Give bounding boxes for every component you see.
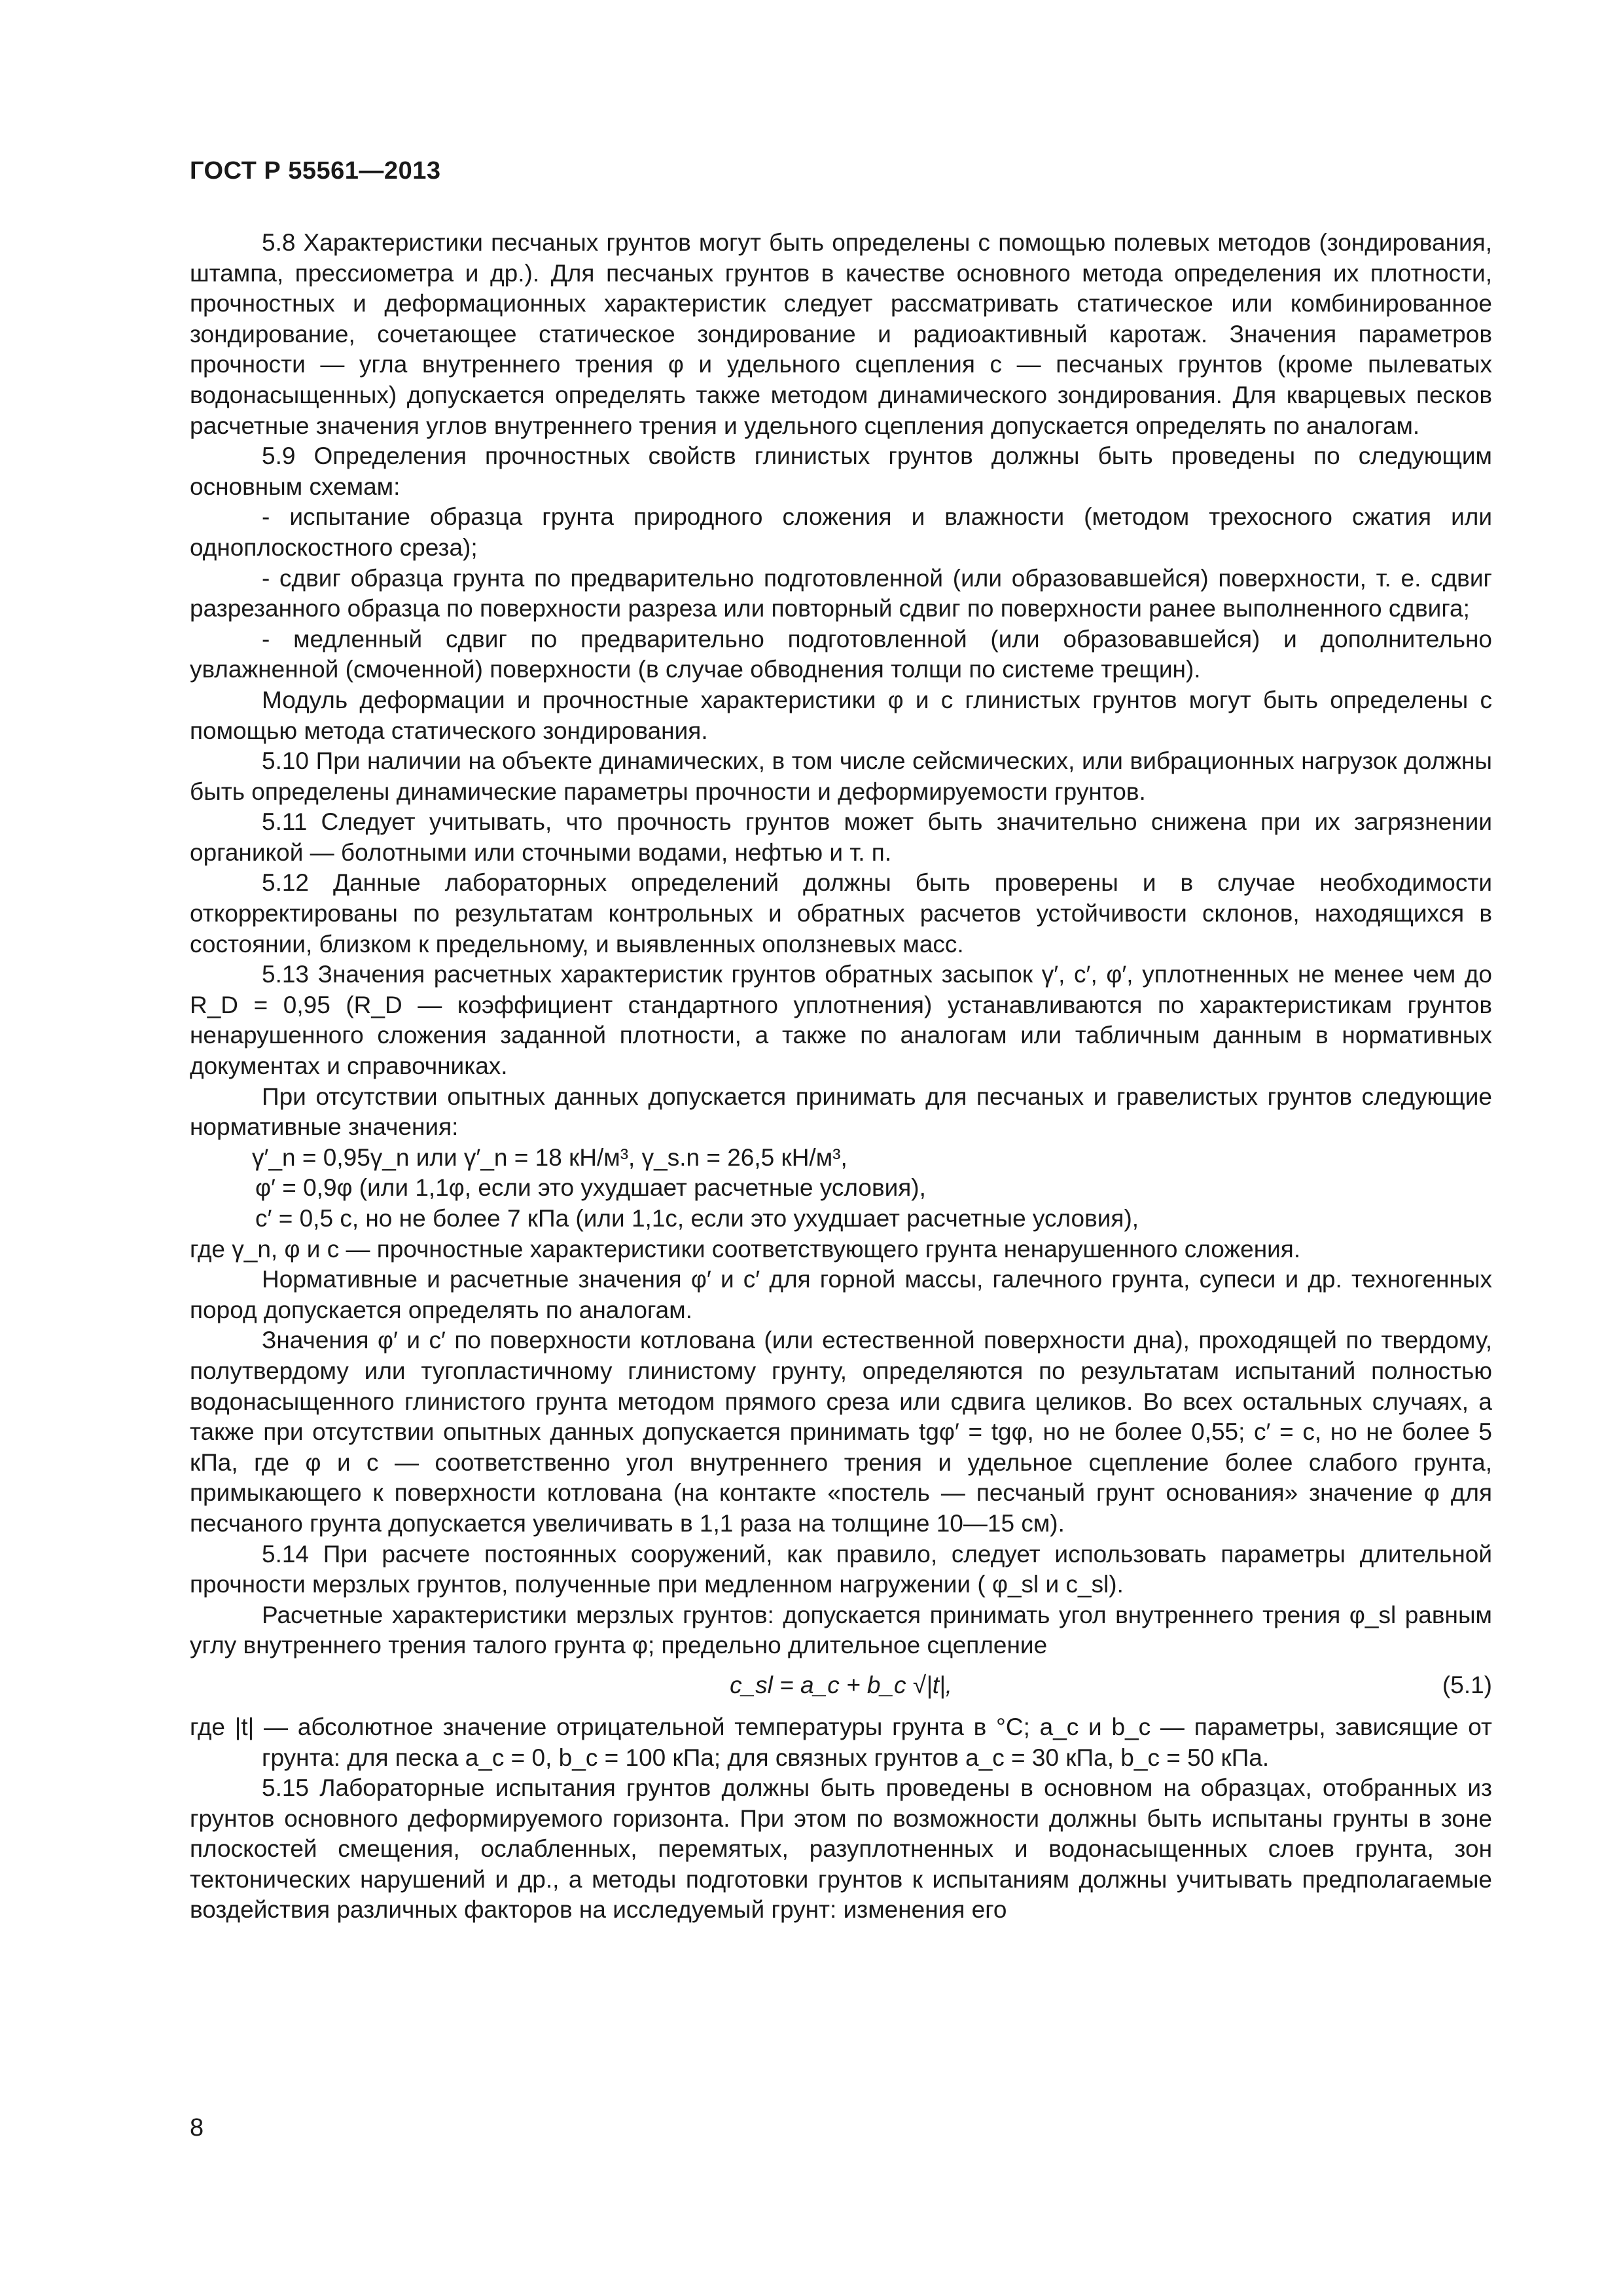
paragraph-5-14: 5.14 При расчете постоянных сооружений, как правило, следует использовать параметры длительной прочности мерзлых грунтов, полученные при медленном нагружении ( φ_sl и c_sl). [190,1540,1492,1598]
paragraph-no-test-data: При отсутствии опытных данных допускается принимать для песчаных и гравелистых грунтов следующие нормативные значения: [190,1083,1492,1141]
formula-line-c: c′ = 0,5 c, но не более 7 кПа (или 1,1c, если это ухудшает расчетные условия), [255,1205,1139,1232]
formula-line-phi: φ′ = 0,9φ (или 1,1φ, если это ухудшает расчетные условия), [255,1174,926,1202]
paragraph-frozen-soils: Расчетные характеристики мерзлых грунтов: допускается принимать угол внутреннего трения φ_sl равным углу внутреннего трения талого грунта φ; предельно длительное сцепление [190,1601,1492,1659]
equation: c_sl = a_c + b_c √|t|, [730,1671,952,1698]
paragraph-pit-surface: Значения φ′ и c′ по поверхности котлована (или естественной поверхности дна), проходящей по твердому, полутвердому или тугопластичному глинистому грунту, определяются по результатам испытаний полностью водонасыщенного глинистого грунта методом прямого среза или сдвига целиков. Во всех остальных случаях, а также при отсутствии опытных данных допускается принимать tgφ′ = tgφ, но не более 0,55; c′ = c, но не более 5 кПа, где φ и c — соответственно угол внутреннего трения и удельное сцепление более слабого грунта, примыкающего к поверхности котлована (на контакте «постель — песчаный грунт основания» значение φ для песчаного грунта допускается увеличивать в 1,1 раза на толщине 10—15 см). [190,1327,1492,1537]
list-item: - испытание образца грунта природного сложения и влажности (методом трехосного сжатия или одноплоскостного среза); [190,503,1492,561]
page-number: 8 [190,2114,204,2142]
paragraph-5-13: 5.13 Значения расчетных характеристик грунтов обратных засыпок γ′, c′, φ′, уплотненных не менее чем до R_D = 0,95 (R_D — коэффициент стандартного уплотнения) устанавливаются по характеристикам грунтов ненарушенного сложения заданной плотности, а также по аналогам или табличным данным в нормативных документах и справочниках. [190,961,1492,1080]
paragraph-deformation-modulus: Модуль деформации и прочностные характеристики φ и c глинистых грунтов могут быть определены с помощью метода статического зондирования. [190,686,1492,744]
where-clause: где γ_n, φ и c — прочностные характеристики соответствующего грунта ненарушенного сложения. [190,1235,1301,1263]
equation-row [190,1665,1492,1710]
paragraph-rock-mass: Нормативные и расчетные значения φ′ и c′ для горной массы, галечного грунта, супеси и др. техногенных пород допускается определять по аналогам. [190,1266,1492,1323]
list-item: - сдвиг образца грунта по предварительно подготовленной (или образовавшейся) поверхности, т. е. сдвиг разрезанного образца по поверхности разреза или повторный сдвиг по поверхности ранее выполненного сдвига; [190,564,1492,622]
paragraph-5-12: 5.12 Данные лабораторных определений должны быть проверены и в случае необходимости откорректированы по результатам контрольных и обратных расчетов устойчивости склонов, находящихся в состоянии, близком к предельному, и выявленных оползневых масс. [190,869,1492,958]
paragraph-5-10: 5.10 При наличии на объекте динамических, в том числе сейсмических, или вибрационных нагрузок должны быть определены динамические параметры прочности и деформируемости грунтов. [190,747,1492,805]
document-body [190,228,1492,1926]
document-header: ГОСТ Р 55561—2013 [190,157,441,185]
paragraph-5-8: 5.8 Характеристики песчаных грунтов могут быть определены с помощью полевых методов (зондирования, штампа, прессиометра и др.). Для песчаных грунтов в качестве основного метода определения их плотности, прочностных и деформационных характеристик следует рассматривать статическое или комбинированное зондирование, сочетающее статическое зондирование и радиоактивный каротаж. Значения параметров прочности — угла внутреннего трения φ и удельного сцепления c — песчаных грунтов (кроме пылеватых водонасыщенных) допускается определять также методом динамического зондирования. Для кварцевых песков расчетные значения углов внутреннего трения и удельного сцепления допускается определять по аналогам. [190,229,1492,439]
paragraph-5-11: 5.11 Следует учитывать, что прочность грунтов может быть значительно снижена при их загрязнении органикой — болотными или сточными водами, нефтью и т. п. [190,808,1492,866]
equation-number: (5.1) [1442,1671,1492,1698]
paragraph-5-15: 5.15 Лабораторные испытания грунтов должны быть проведены в основном на образцах, отобранных из грунтов основного деформируемого горизонта. При этом по возможности должны быть испытаны грунты в зоне плоскостей смещения, ослабленных, перемятых, разуплотненных и водонасыщенных слоев грунта, зон тектонических нарушений и др., а методы подготовки грунтов к испытаниям должны учитывать предполагаемые воздействия различных факторов на исследуемый грунт: изменения его [190,1774,1492,1924]
list-item: - медленный сдвиг по предварительно подготовленной (или образовавшейся) и дополнительно увлажненной (смоченной) поверхности (в случае обводнения толщи по системе трещин). [190,625,1492,683]
formula-line-gamma: γ′_n = 0,95γ_n или γ′_n = 18 кН/м³, γ_s.n = 26,5 кН/м³, [252,1143,847,1171]
paragraph-5-9: 5.9 Определения прочностных свойств глинистых грунтов должны быть проведены по следующим основным схемам: [190,442,1492,500]
equation-where-clause: где |t| — абсолютное значение отрицательной температуры грунта в °С; a_c и b_c — параметры, зависящие от грунта: для песка a_c = 0, b_c = 100 кПа; для связных грунтов a_c = 30 кПа, b_c = 50 кПа. [190,1713,1492,1771]
